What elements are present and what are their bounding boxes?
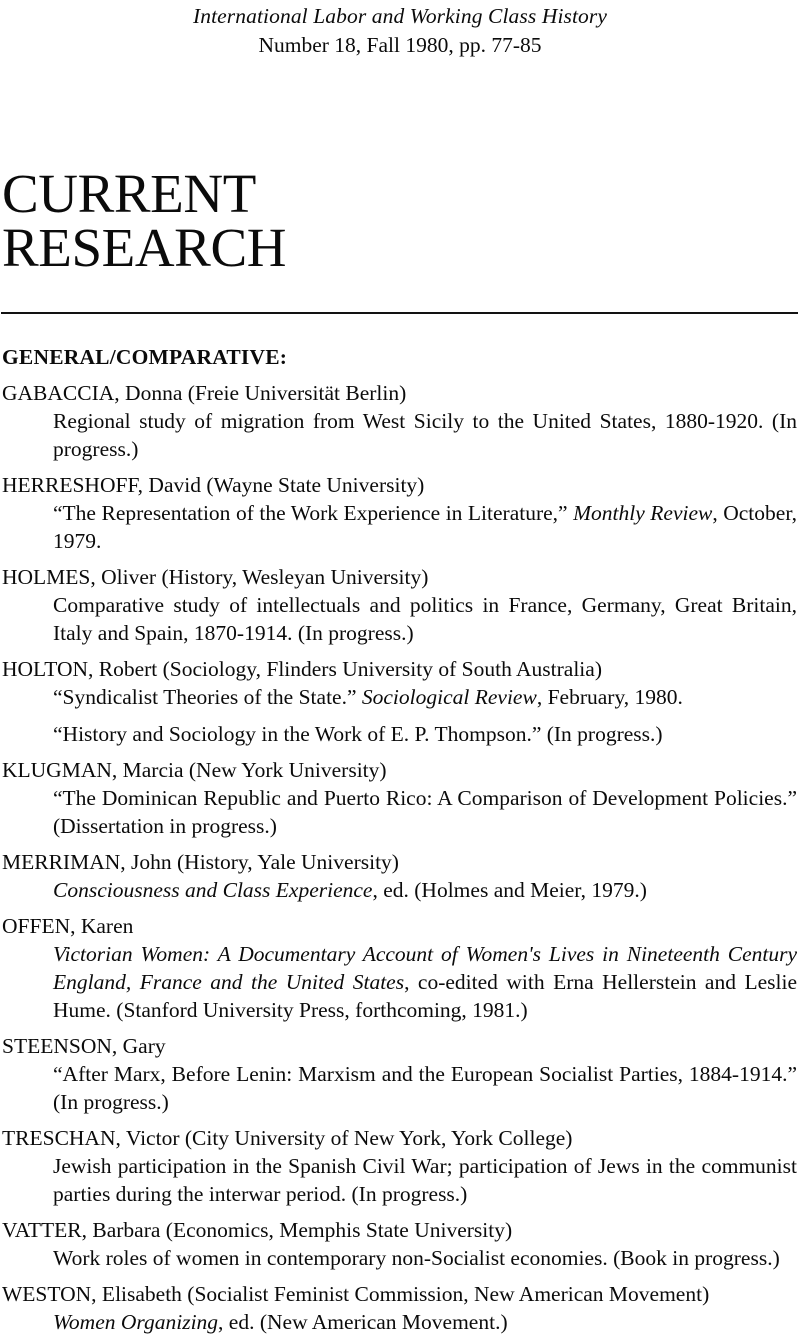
entry-author-affiliation: HOLTON, Robert (Sociology, Flinders University of South Australia) — [2, 656, 602, 681]
entry-description: “The Representation of the Work Experience in Literature,” Monthly Review, October, 1979. — [53, 500, 797, 553]
entry-author-affiliation: STEENSON, Gary — [2, 1033, 166, 1058]
entry-description: Consciousness and Class Experience, ed. (Holmes and Meier, 1979.) — [53, 877, 647, 902]
entry-author-affiliation: WESTON, Elisabeth (Socialist Feminist Commission, New American Movement) — [2, 1281, 710, 1306]
research-entry — [2, 563, 797, 647]
research-entry — [2, 1124, 797, 1208]
entry-description: Women Organizing, ed. (New American Movement.) — [53, 1309, 508, 1334]
entry-author-affiliation: MERRIMAN, John (History, Yale University) — [2, 849, 399, 874]
research-entry-list — [2, 379, 797, 1336]
page-title — [2, 163, 800, 278]
entry-author-affiliation: TRESCHAN, Victor (City University of New York, York College) — [2, 1125, 573, 1150]
entry-author-affiliation: HOLMES, Oliver (History, Wesleyan University) — [2, 564, 429, 589]
research-entry — [2, 912, 797, 1024]
entry-description: “After Marx, Before Lenin: Marxism and the European Socialist Parties, 1884-1914.” (In progress.) — [53, 1061, 797, 1114]
entry-description: Regional study of migration from West Sicily to the United States, 1880-1920. (In progress.) — [53, 408, 797, 461]
research-entry — [2, 756, 797, 840]
entry-description: Victorian Women: A Documentary Account of Women's Lives in Nineteenth Century England, France and the United States, co-edited with Erna Hellerstein and Leslie Hume. (Stanford University Press, forthcoming, 1981.) — [53, 941, 797, 1022]
research-entry — [2, 655, 797, 748]
page-title-line-2: RESEARCH — [2, 217, 287, 278]
entry-author-affiliation: KLUGMAN, Marcia (New York University) — [2, 757, 387, 782]
running-head — [0, 0, 800, 59]
entry-description: “The Dominican Republic and Puerto Rico: A Comparison of Development Policies.” (Dissertation in progress.) — [53, 785, 797, 838]
entry-description: Work roles of women in contemporary non-Socialist economies. (Book in progress.) — [53, 1245, 780, 1270]
entry-author-affiliation: GABACCIA, Donna (Freie Universität Berlin) — [2, 380, 407, 405]
entry-author-affiliation: HERRESHOFF, David (Wayne State University) — [2, 472, 425, 497]
research-entry — [2, 1032, 797, 1116]
research-entry — [2, 379, 797, 463]
research-entry — [2, 1280, 797, 1336]
page-title-line-1: CURRENT — [2, 163, 256, 224]
entry-description: Comparative study of intellectuals and politics in France, Germany, Great Britain, Italy and Spain, 1870-1914. (In progress.) — [53, 592, 797, 645]
entry-description: “History and Sociology in the Work of E. P. Thompson.” (In progress.) — [53, 721, 663, 746]
horizontal-rule-divider — [1, 312, 798, 314]
entry-author-affiliation: OFFEN, Karen — [2, 913, 134, 938]
research-entry — [2, 848, 797, 904]
entry-description: “Syndicalist Theories of the State.” Sociological Review, February, 1980. — [53, 684, 683, 709]
issue-line: Number 18, Fall 1980, pp. 77-85 — [258, 33, 542, 57]
research-entry — [2, 471, 797, 555]
category-heading: GENERAL/COMPARATIVE: — [2, 344, 288, 369]
journal-title: International Labor and Working Class History — [192, 4, 608, 28]
research-entry — [2, 1216, 797, 1272]
entry-author-affiliation: VATTER, Barbara (Economics, Memphis State University) — [2, 1217, 513, 1242]
entry-description: Jewish participation in the Spanish Civil War; participation of Jews in the communist parties during the interwar period. (In progress.) — [53, 1153, 797, 1206]
